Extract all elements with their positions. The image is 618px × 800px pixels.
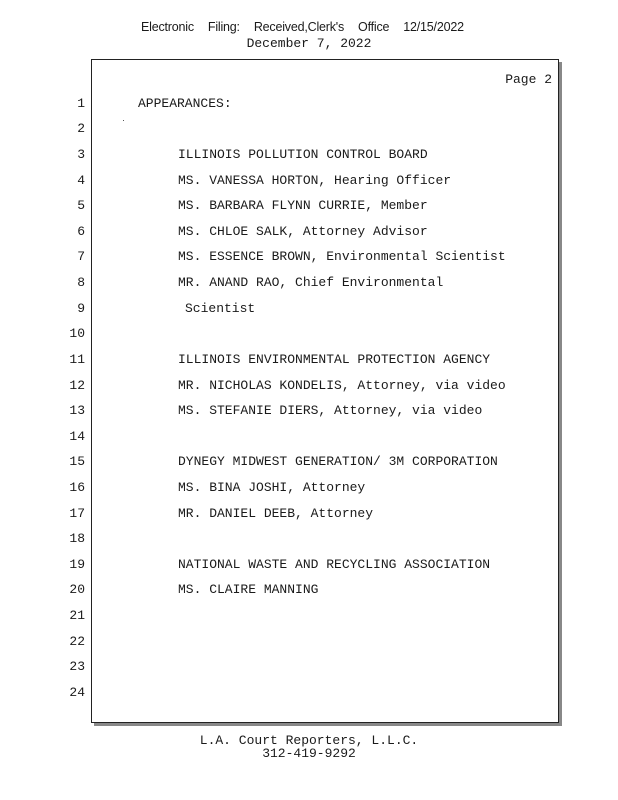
- filing-stamp: [141, 20, 464, 34]
- agency-name: NATIONAL WASTE AND RECYCLING ASSOCIATION: [178, 557, 491, 572]
- filing-stamp-received: Received,Clerk's: [253, 20, 345, 34]
- appearance-entry: MR. ANAND RAO, Chief Environmental: [178, 275, 444, 290]
- line-number: 2: [77, 121, 85, 136]
- line-number: 4: [77, 173, 85, 188]
- filing-stamp-label: Electronic: [141, 20, 194, 34]
- footer-company: L.A. Court Reporters, L.L.C.: [199, 733, 419, 748]
- line-number: 3: [77, 147, 85, 162]
- stray-mark: [123, 120, 124, 121]
- appearance-entry: MR. DANIEL DEEB, Attorney: [178, 506, 374, 521]
- appearance-entry-continued: Scientist: [185, 301, 256, 316]
- line-number: 7: [77, 249, 85, 264]
- line-number: 19: [69, 557, 85, 572]
- line-number: 13: [69, 403, 85, 418]
- appearance-entry: MS. VANESSA HORTON, Hearing Officer: [178, 173, 452, 188]
- appearance-entry: MS. BINA JOSHI, Attorney: [178, 480, 366, 495]
- appearance-entry: MS. CHLOE SALK, Attorney Advisor: [178, 224, 428, 239]
- line-number: 6: [77, 224, 85, 239]
- line-number: 1: [77, 96, 85, 111]
- footer-phone: 312-419-9292: [262, 746, 356, 761]
- line-number: 21: [69, 608, 85, 623]
- filing-stamp-office: Office: [358, 20, 390, 34]
- appearance-entry: MS. STEFANIE DIERS, Attorney, via video: [178, 403, 483, 418]
- filing-stamp-filing: Filing:: [207, 20, 240, 34]
- appearances-heading: APPEARANCES:: [138, 96, 232, 111]
- appearance-entry: MS. CLAIRE MANNING: [178, 582, 319, 597]
- agency-name: ILLINOIS POLLUTION CONTROL BOARD: [178, 147, 428, 162]
- line-number: 5: [77, 198, 85, 213]
- line-number: 23: [69, 659, 85, 674]
- line-number: 20: [69, 582, 85, 597]
- line-number: 11: [69, 352, 85, 367]
- line-number: 15: [69, 454, 85, 469]
- hearing-date: December 7, 2022: [246, 36, 372, 51]
- line-number: 16: [69, 480, 85, 495]
- line-number: 24: [69, 685, 85, 700]
- page-number: Page 2: [505, 72, 552, 87]
- line-number: 10: [69, 326, 85, 341]
- appearance-entry: MS. ESSENCE BROWN, Environmental Scientist: [178, 249, 506, 264]
- agency-name: ILLINOIS ENVIRONMENTAL PROTECTION AGENCY: [178, 352, 491, 367]
- appearance-entry: MS. BARBARA FLYNN CURRIE, Member: [178, 198, 428, 213]
- line-number: 14: [69, 429, 85, 444]
- line-number: 18: [69, 531, 85, 546]
- appearance-entry: MR. NICHOLAS KONDELIS, Attorney, via video: [178, 378, 506, 393]
- agency-name: DYNEGY MIDWEST GENERATION/ 3M CORPORATION: [178, 454, 498, 469]
- line-number: 9: [77, 301, 85, 316]
- line-number: 8: [77, 275, 85, 290]
- line-number: 17: [69, 506, 85, 521]
- line-number: 12: [69, 378, 85, 393]
- line-number: 22: [69, 634, 85, 649]
- filing-stamp-date: 12/15/2022: [403, 20, 464, 34]
